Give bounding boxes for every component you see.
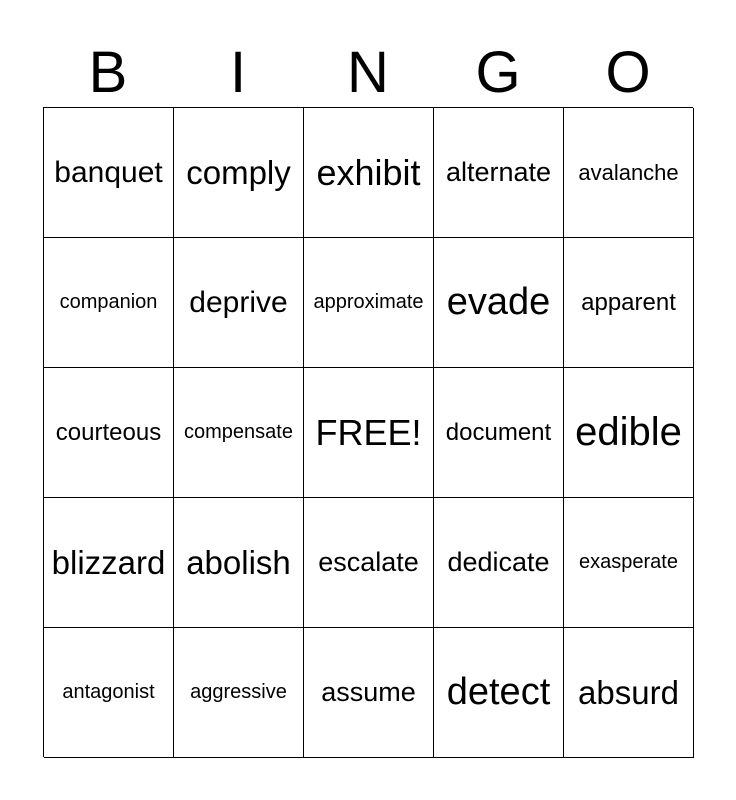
header-letter-n: N [347, 40, 389, 105]
bingo-cell[interactable]: exhibit [304, 108, 434, 238]
bingo-cell[interactable]: evade [434, 238, 564, 368]
bingo-cell[interactable]: abolish [174, 498, 304, 628]
bingo-cell[interactable]: absurd [564, 628, 694, 758]
bingo-cell[interactable]: banquet [44, 108, 174, 238]
header-letter-b: B [88, 40, 128, 105]
bingo-cell[interactable]: dedicate [434, 498, 564, 628]
bingo-cell[interactable]: aggressive [174, 628, 304, 758]
bingo-cell[interactable]: companion [44, 238, 174, 368]
bingo-cell[interactable]: courteous [44, 368, 174, 498]
header-letter-g: G [475, 40, 521, 105]
bingo-cell[interactable]: avalanche [564, 108, 694, 238]
bingo-cell[interactable]: exasperate [564, 498, 694, 628]
bingo-cell[interactable]: apparent [564, 238, 694, 368]
bingo-cell[interactable]: alternate [434, 108, 564, 238]
bingo-cell[interactable]: antagonist [44, 628, 174, 758]
bingo-cell[interactable]: detect [434, 628, 564, 758]
bingo-cell[interactable]: deprive [174, 238, 304, 368]
bingo-cell[interactable]: escalate [304, 498, 434, 628]
bingo-cell[interactable]: comply [174, 108, 304, 238]
bingo-cell[interactable]: compensate [174, 368, 304, 498]
header-letter-o: O [605, 40, 651, 105]
bingo-header [43, 40, 693, 106]
bingo-cell[interactable]: blizzard [44, 498, 174, 628]
bingo-cell[interactable]: document [434, 368, 564, 498]
bingo-cell[interactable]: approximate [304, 238, 434, 368]
bingo-cell[interactable]: edible [564, 368, 694, 498]
header-letter-i: I [229, 40, 247, 105]
bingo-cell[interactable]: assume [304, 628, 434, 758]
free-space-cell[interactable]: FREE! [304, 368, 434, 498]
bingo-board [43, 107, 693, 757]
